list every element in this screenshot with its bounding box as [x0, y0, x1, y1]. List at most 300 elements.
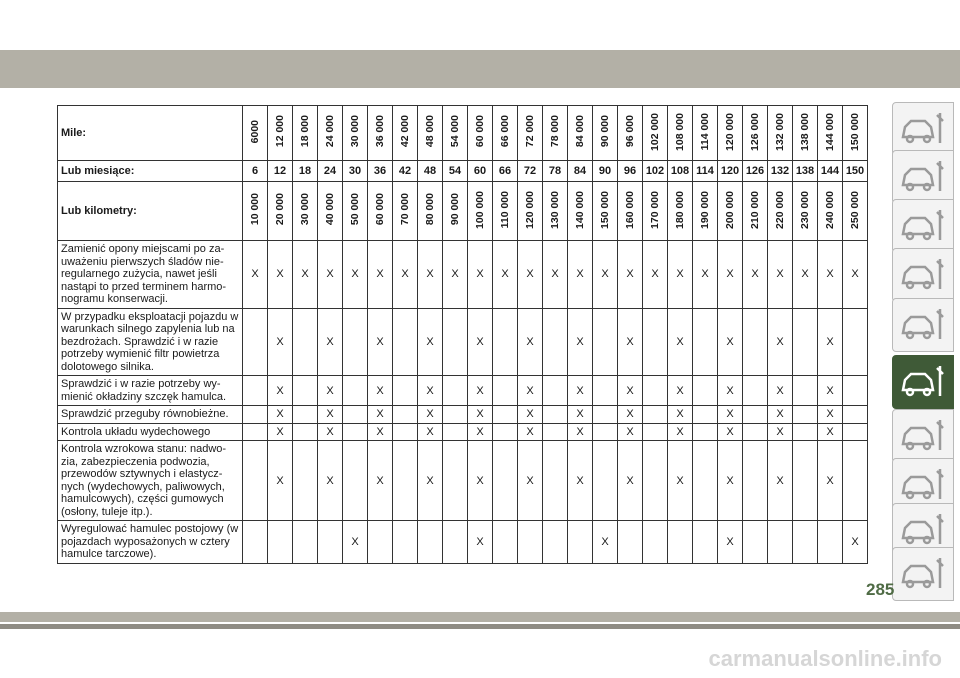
mark-cell: X: [818, 308, 843, 376]
table-row: [58, 423, 868, 441]
header-value: 114 000: [699, 112, 711, 151]
footer-line: [0, 624, 960, 629]
mark-cell: [493, 441, 518, 521]
header-value: 40 000: [324, 193, 336, 226]
header-cell: [393, 106, 418, 161]
mark-cell: X: [618, 441, 643, 521]
header-value: 80 000: [424, 193, 436, 226]
header-cell: [443, 182, 468, 241]
mark-cell: X: [418, 308, 443, 376]
mark-cell: [543, 423, 568, 441]
header-cell: [268, 182, 293, 241]
header-cell: 108: [668, 161, 693, 182]
mark-cell: [843, 406, 868, 424]
mark-cell: [793, 376, 818, 406]
task-label: Kontrola wzrokowa stanu: nadwo-zia, zabezpieczenia podwozia, przewodów sztywnych i elastycz-nych (wydechowych, paliwowych, hamulcowych), części gumowych (osłony, tuleje itp.).: [58, 441, 243, 521]
mark-cell: [693, 406, 718, 424]
mark-cell: X: [343, 521, 368, 564]
header-value: 70 000: [399, 193, 411, 226]
mark-cell: [843, 308, 868, 376]
mark-cell: [593, 308, 618, 376]
alphabet-index-icon: [897, 552, 947, 596]
mark-cell: X: [318, 241, 343, 309]
header-value: 220 000: [774, 190, 786, 229]
mark-cell: X: [418, 376, 443, 406]
mark-cell: X: [718, 423, 743, 441]
table-row: [58, 106, 868, 161]
header-value: 180 000: [674, 190, 686, 229]
header-cell: [618, 182, 643, 241]
header-cell: 60: [468, 161, 493, 182]
header-cell: [343, 106, 368, 161]
mark-cell: [743, 423, 768, 441]
header-value: 10 000: [249, 193, 261, 226]
mark-cell: X: [568, 441, 593, 521]
header-value: 108 000: [674, 112, 686, 151]
mark-cell: [393, 308, 418, 376]
mark-cell: [443, 441, 468, 521]
header-value: 160 000: [624, 190, 636, 229]
mark-cell: X: [768, 241, 793, 309]
header-cell: [718, 182, 743, 241]
header-cell: [543, 182, 568, 241]
mark-cell: [293, 441, 318, 521]
mark-cell: [693, 521, 718, 564]
sidebar-tab-6[interactable]: [892, 355, 954, 409]
car-info-icon: [897, 155, 947, 199]
mark-cell: [643, 423, 668, 441]
mark-cell: [768, 521, 793, 564]
mark-cell: X: [268, 441, 293, 521]
header-cell: 78: [543, 161, 568, 182]
table-row: [58, 376, 868, 406]
task-label: Zamienić opony miejscami po za-uważeniu pierwszych śladów nie-regularnego zużycia, nawet jeśli nastąpi to przed terminem harmo-nogramu konserwacji.: [58, 241, 243, 309]
mark-cell: X: [393, 241, 418, 309]
header-cell: 54: [443, 161, 468, 182]
mark-cell: X: [768, 308, 793, 376]
mark-cell: X: [818, 441, 843, 521]
mark-cell: [493, 521, 518, 564]
mark-cell: [443, 308, 468, 376]
header-cell: 138: [793, 161, 818, 182]
mark-cell: [393, 423, 418, 441]
mark-cell: X: [668, 376, 693, 406]
mark-cell: X: [418, 441, 443, 521]
mark-cell: X: [568, 241, 593, 309]
mark-cell: [793, 406, 818, 424]
header-cell: 102: [643, 161, 668, 182]
header-cell: [318, 182, 343, 241]
mark-cell: X: [518, 441, 543, 521]
header-value: 250 000: [849, 190, 861, 229]
footer-band: [0, 612, 960, 622]
header-cell: 48: [418, 161, 443, 182]
header-value: 240 000: [824, 190, 836, 229]
mark-cell: [493, 308, 518, 376]
mark-cell: X: [818, 406, 843, 424]
header-label: Lub miesiące:: [58, 161, 243, 182]
mark-cell: X: [593, 241, 618, 309]
mark-cell: X: [843, 241, 868, 309]
mark-cell: X: [268, 308, 293, 376]
header-value: 30 000: [349, 115, 361, 148]
mark-cell: X: [343, 241, 368, 309]
header-value: 150 000: [849, 112, 861, 151]
mark-cell: [743, 406, 768, 424]
header-cell: [243, 182, 268, 241]
header-value: 54 000: [449, 115, 461, 148]
header-cell: [418, 182, 443, 241]
mark-cell: X: [568, 376, 593, 406]
header-label: Mile:: [58, 106, 243, 161]
table-row: [58, 241, 868, 309]
mark-cell: X: [518, 423, 543, 441]
header-value: 210 000: [749, 190, 761, 229]
mark-cell: X: [568, 308, 593, 376]
header-cell: [793, 106, 818, 161]
header-cell: [743, 106, 768, 161]
mark-cell: [318, 521, 343, 564]
mark-cell: [668, 521, 693, 564]
header-cell: [568, 182, 593, 241]
header-value: 36 000: [374, 115, 386, 148]
header-cell: 30: [343, 161, 368, 182]
mark-cell: X: [593, 521, 618, 564]
header-cell: [418, 106, 443, 161]
header-cell: [593, 182, 618, 241]
header-cell: 72: [518, 161, 543, 182]
mark-cell: X: [668, 241, 693, 309]
header-cell: [518, 106, 543, 161]
mark-cell: X: [718, 521, 743, 564]
mark-cell: X: [518, 308, 543, 376]
header-value: 18 000: [299, 115, 311, 148]
mark-cell: X: [268, 376, 293, 406]
header-cell: [443, 106, 468, 161]
sidebar-tab-7[interactable]: [892, 409, 954, 463]
header-cell: [718, 106, 743, 161]
sidebar-tab-3[interactable]: [892, 199, 954, 253]
header-cell: 12: [268, 161, 293, 182]
mark-cell: X: [643, 241, 668, 309]
header-value: 50 000: [349, 193, 361, 226]
mark-cell: X: [418, 241, 443, 309]
index-search-icon: [897, 508, 947, 552]
header-cell: [318, 106, 343, 161]
mark-cell: X: [243, 241, 268, 309]
header-cell: [243, 106, 268, 161]
mark-cell: [693, 308, 718, 376]
mark-cell: [693, 376, 718, 406]
mark-cell: X: [368, 441, 393, 521]
mark-cell: [743, 376, 768, 406]
sidebar-tab-10[interactable]: [892, 547, 954, 601]
mark-cell: [793, 308, 818, 376]
header-cell: [743, 182, 768, 241]
header-value: 100 000: [474, 190, 486, 229]
task-label: Wyregulować hamulec postojowy (w pojazdach wyposażonych w cztery hamulce tarczowe).: [58, 521, 243, 564]
header-cell: 114: [693, 161, 718, 182]
header-cell: [618, 106, 643, 161]
emergency-icon: [897, 303, 947, 347]
mark-cell: [293, 423, 318, 441]
mark-cell: [293, 406, 318, 424]
mark-cell: [743, 521, 768, 564]
table-row: [58, 441, 868, 521]
mark-cell: [643, 308, 668, 376]
sidebar-tab-2[interactable]: [892, 150, 954, 204]
mark-cell: X: [368, 376, 393, 406]
mark-cell: [643, 441, 668, 521]
watermark: carmanualsonline.info: [708, 646, 942, 671]
mark-cell: [418, 521, 443, 564]
mark-cell: [343, 308, 368, 376]
header-cell: 84: [568, 161, 593, 182]
mark-cell: X: [768, 423, 793, 441]
header-value: 12 000: [274, 115, 286, 148]
mark-cell: [393, 406, 418, 424]
header-cell: [818, 106, 843, 161]
mark-cell: X: [318, 308, 343, 376]
car-wrench-icon: [897, 360, 947, 404]
mark-cell: [393, 521, 418, 564]
header-value: 150 000: [599, 190, 611, 229]
table-row: [58, 406, 868, 424]
header-value: 138 000: [799, 112, 811, 151]
header-cell: [768, 106, 793, 161]
mark-cell: X: [418, 423, 443, 441]
mark-cell: X: [618, 308, 643, 376]
header-cell: [818, 182, 843, 241]
mark-cell: [443, 376, 468, 406]
mark-cell: [293, 521, 318, 564]
header-cell: [368, 182, 393, 241]
mark-cell: X: [318, 376, 343, 406]
mark-cell: X: [768, 406, 793, 424]
mark-cell: X: [718, 241, 743, 309]
header-band: [0, 50, 960, 88]
header-value: 60 000: [374, 193, 386, 226]
task-label: W przypadku eksploatacji pojazdu w warunkach silnego zapylenia lub na bezdrożach. Sprawdzić i w razie potrzeby wymienić filtr powietrza dolotowego silnika.: [58, 308, 243, 376]
header-cell: [343, 182, 368, 241]
mark-cell: [843, 423, 868, 441]
mark-cell: X: [468, 441, 493, 521]
table-row: [58, 182, 868, 241]
sidebar-tab-5[interactable]: [892, 298, 954, 352]
mark-cell: X: [618, 376, 643, 406]
header-cell: 126: [743, 161, 768, 182]
header-value: 144 000: [824, 112, 836, 151]
header-value: 30 000: [299, 193, 311, 226]
header-value: 102 000: [649, 112, 661, 151]
maintenance-schedule-table: [57, 105, 868, 564]
mark-cell: X: [718, 308, 743, 376]
warning-lights-icon: [897, 204, 947, 248]
mark-cell: X: [468, 376, 493, 406]
header-cell: [693, 182, 718, 241]
header-value: 90 000: [449, 193, 461, 226]
mark-cell: X: [818, 241, 843, 309]
header-label: Lub kilometry:: [58, 182, 243, 241]
mark-cell: [343, 406, 368, 424]
mark-cell: X: [818, 376, 843, 406]
header-value: 140 000: [574, 190, 586, 229]
mark-cell: X: [468, 521, 493, 564]
header-value: 130 000: [549, 190, 561, 229]
header-value: 60 000: [474, 115, 486, 148]
header-cell: 24: [318, 161, 343, 182]
header-cell: [468, 182, 493, 241]
mark-cell: X: [618, 406, 643, 424]
header-value: 6000: [249, 119, 261, 144]
task-label: Kontrola układu wydechowego: [58, 423, 243, 441]
sidebar-tab-1[interactable]: [892, 102, 954, 156]
mark-cell: [268, 521, 293, 564]
mark-cell: [818, 521, 843, 564]
sidebar-tab-4[interactable]: [892, 248, 954, 302]
table-row: [58, 161, 868, 182]
mark-cell: [243, 308, 268, 376]
mark-cell: X: [668, 441, 693, 521]
header-cell: 150: [843, 161, 868, 182]
header-value: 20 000: [274, 193, 286, 226]
top-margin: [0, 0, 960, 48]
header-cell: [493, 182, 518, 241]
mark-cell: [693, 423, 718, 441]
mark-cell: [493, 423, 518, 441]
mark-cell: [343, 441, 368, 521]
mark-cell: X: [843, 521, 868, 564]
header-cell: [593, 106, 618, 161]
mark-cell: X: [293, 241, 318, 309]
mark-cell: [593, 376, 618, 406]
header-value: 78 000: [549, 115, 561, 148]
mark-cell: X: [718, 441, 743, 521]
mark-cell: [793, 441, 818, 521]
mark-cell: [368, 521, 393, 564]
mark-cell: [793, 521, 818, 564]
header-cell: [543, 106, 568, 161]
mark-cell: [443, 406, 468, 424]
header-cell: [793, 182, 818, 241]
header-cell: [693, 106, 718, 161]
specs-gear-icon: [897, 414, 947, 458]
header-cell: [368, 106, 393, 161]
mark-cell: X: [468, 241, 493, 309]
mark-cell: [343, 376, 368, 406]
mark-cell: [593, 406, 618, 424]
header-value: 42 000: [399, 115, 411, 148]
car-search-icon: [897, 107, 947, 151]
mark-cell: X: [568, 423, 593, 441]
mark-cell: X: [518, 406, 543, 424]
mark-cell: X: [318, 441, 343, 521]
mark-cell: X: [268, 423, 293, 441]
header-cell: [293, 106, 318, 161]
header-cell: 6: [243, 161, 268, 182]
mark-cell: [743, 308, 768, 376]
header-cell: 132: [768, 161, 793, 182]
header-value: 120 000: [724, 112, 736, 151]
header-cell: [468, 106, 493, 161]
mark-cell: [543, 406, 568, 424]
header-cell: 120: [718, 161, 743, 182]
header-value: 200 000: [724, 190, 736, 229]
header-cell: [843, 182, 868, 241]
header-value: 24 000: [324, 115, 336, 148]
header-cell: 36: [368, 161, 393, 182]
mark-cell: [843, 376, 868, 406]
mark-cell: X: [718, 376, 743, 406]
header-cell: [518, 182, 543, 241]
mark-cell: X: [368, 423, 393, 441]
mark-cell: X: [418, 406, 443, 424]
page-number: 285: [866, 580, 895, 599]
header-cell: 18: [293, 161, 318, 182]
mark-cell: X: [768, 376, 793, 406]
header-cell: [768, 182, 793, 241]
mark-cell: [543, 308, 568, 376]
mark-cell: [693, 441, 718, 521]
header-cell: 96: [618, 161, 643, 182]
header-cell: 42: [393, 161, 418, 182]
multimedia-icon: [897, 463, 947, 507]
table-row: [58, 521, 868, 564]
header-cell: [843, 106, 868, 161]
mark-cell: X: [268, 406, 293, 424]
header-cell: [568, 106, 593, 161]
mark-cell: [643, 406, 668, 424]
header-value: 120 000: [524, 190, 536, 229]
mark-cell: [493, 406, 518, 424]
mark-cell: X: [743, 241, 768, 309]
mark-cell: [243, 406, 268, 424]
header-cell: [668, 182, 693, 241]
mark-cell: [543, 441, 568, 521]
mark-cell: [543, 521, 568, 564]
mark-cell: X: [518, 241, 543, 309]
mark-cell: X: [693, 241, 718, 309]
mark-cell: X: [468, 423, 493, 441]
mark-cell: X: [368, 406, 393, 424]
mark-cell: X: [818, 423, 843, 441]
mark-cell: X: [493, 241, 518, 309]
header-value: 126 000: [749, 112, 761, 151]
mark-cell: X: [543, 241, 568, 309]
mark-cell: X: [668, 308, 693, 376]
mark-cell: [243, 441, 268, 521]
header-cell: [493, 106, 518, 161]
mark-cell: [743, 441, 768, 521]
header-value: 110 000: [499, 190, 511, 229]
mark-cell: X: [568, 406, 593, 424]
airbag-seat-icon: [897, 253, 947, 297]
mark-cell: [243, 376, 268, 406]
mark-cell: [293, 308, 318, 376]
mark-cell: [793, 423, 818, 441]
task-label: Sprawdzić i w razie potrzeby wy-mienić okładziny szczęk hamulca.: [58, 376, 243, 406]
header-value: 230 000: [799, 190, 811, 229]
header-cell: 66: [493, 161, 518, 182]
task-label: Sprawdzić przeguby równobieżne.: [58, 406, 243, 424]
mark-cell: [618, 521, 643, 564]
mark-cell: X: [443, 241, 468, 309]
mark-cell: [643, 376, 668, 406]
mark-cell: [493, 376, 518, 406]
mark-cell: X: [368, 308, 393, 376]
mark-cell: [593, 441, 618, 521]
mark-cell: [643, 521, 668, 564]
